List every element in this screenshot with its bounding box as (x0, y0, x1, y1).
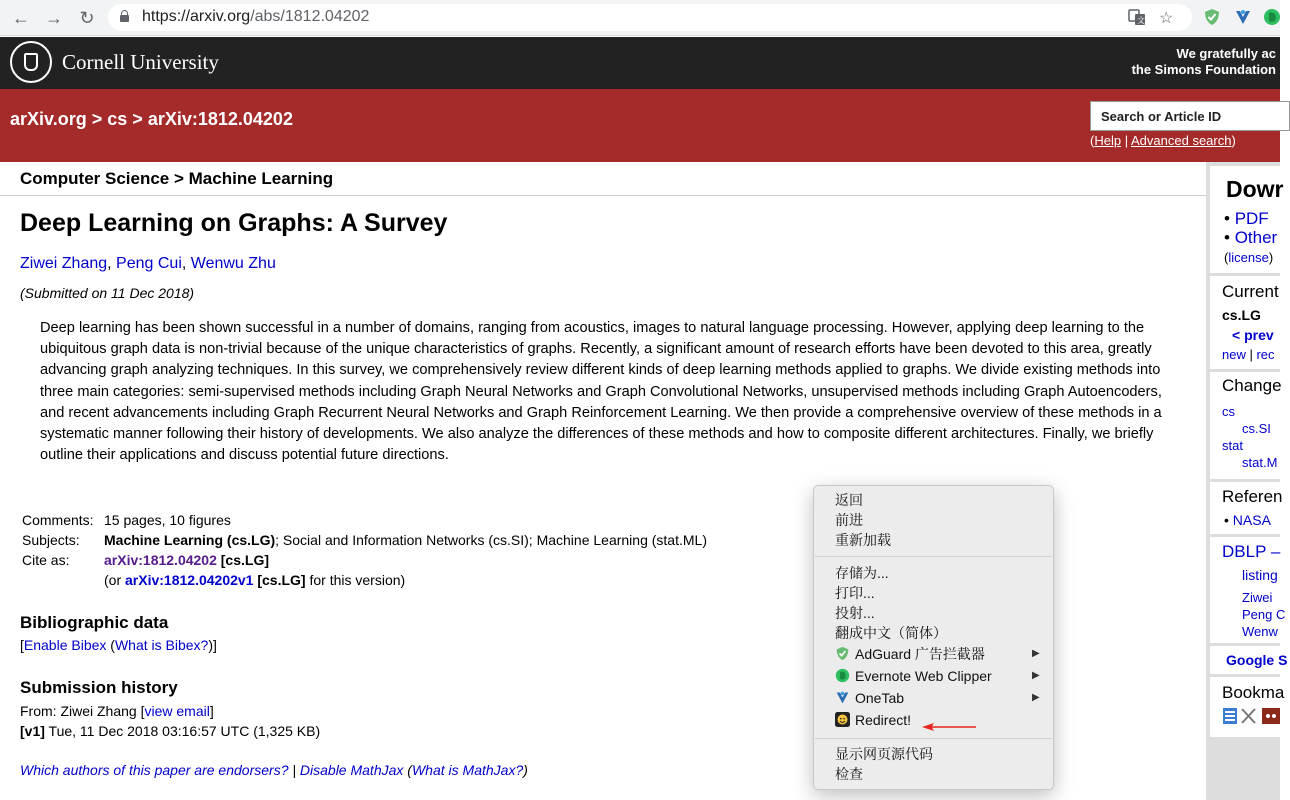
menu-item-evernote[interactable] (814, 666, 1053, 686)
crumb-id[interactable]: arXiv:1812.04202 (147, 109, 293, 129)
stat-ml-link[interactable]: stat.M (1242, 455, 1278, 470)
advanced-search-link[interactable]: Advanced search (1131, 133, 1232, 148)
download-title: Dowr (1226, 176, 1284, 202)
nasa-link[interactable]: NASA (1232, 512, 1271, 528)
submenu-arrow-icon: ▶ (1032, 670, 1040, 681)
menu-label: OneTab (855, 690, 905, 706)
help-link[interactable]: Help (1094, 133, 1122, 148)
reddit-icon (1262, 708, 1280, 724)
cite-v1-link[interactable]: arXiv:1812.04202v1 (125, 572, 254, 588)
context-menu (813, 485, 1054, 790)
current-browse-box (1210, 276, 1280, 369)
metadata-table (20, 512, 709, 592)
cite-version-value (102, 572, 709, 592)
menu-separator (815, 738, 1052, 739)
url-host: https://arxiv.org (142, 8, 251, 25)
other-subjects: ; Social and Information Networks (cs.SI); Machine Learning (stat.ML) (275, 532, 707, 548)
references-title: Referen (1222, 487, 1283, 506)
dblp-link[interactable]: DBLP – (1222, 542, 1281, 561)
what-bibex-link[interactable]: What is Bibex? (114, 637, 209, 653)
cs-link[interactable]: cs (1222, 404, 1235, 419)
cornell-seal-icon[interactable] (10, 41, 52, 83)
version-line (20, 723, 320, 739)
new-link[interactable]: new (1222, 347, 1246, 362)
search-input[interactable] (1101, 103, 1281, 129)
menu-label: Redirect! (855, 712, 912, 728)
evernote-icon (835, 668, 850, 683)
pipe-sep: | (1124, 133, 1129, 148)
recent-link[interactable]: rec (1256, 347, 1275, 362)
menu-label: AdGuard 广告拦截器 (855, 646, 985, 662)
category-path: Computer Science > Machine Learning (20, 169, 334, 188)
abstract: Deep learning has been shown successful in a number of domains, ranging from acoustics, images to natural language processing. However, applying deep learning to the ubiquitous graph data is non-trivial because of the unique characteristics of graphs. Recently, a significant amount of research efforts have been devoted to this area, greatly advancing graph analyzing techniques. In this survey, we comprehensively review different kinds of deep learning methods applied to graphs. We divide existing methods into three main categories: semi-supervised methods including Graph Neural Networks and Graph Convolutional Networks, unsupervised methods including Graph Autoencoders, and recent advancements including Graph Recurrent Neural Networks and Graph Reinforcement Learning. We then provide a comprehensive overview of these methods in a systematic manner following their history of developments. We also analyze the differences of these methods and how to composite different architectures. Finally, we briefly outline their applications and discuss potential future directions. (40, 320, 1162, 464)
author-link[interactable]: Peng Cui (116, 255, 182, 272)
menu-item-inspect[interactable] (814, 764, 1053, 784)
arxiv-banner (0, 89, 1280, 162)
menu-item-print[interactable] (814, 583, 1053, 603)
prev-link[interactable]: < prev (1232, 327, 1274, 343)
menu-label: 翻成中文（简体） (835, 625, 947, 641)
thanks-line-2: the Simons Foundation (1131, 62, 1276, 77)
footer-links: Which authors of this paper are endorsers? | Disable MathJax (What is MathJax?) (20, 762, 528, 778)
annotation-arrow-icon (922, 718, 978, 736)
adguard-icon (835, 646, 850, 661)
license-link[interactable]: license (1228, 250, 1269, 265)
cite-tag: [cs.LG] (220, 552, 269, 568)
footer-sep: | (292, 762, 297, 778)
author-list: Ziwei Zhang, Peng Cui, Wenwu Zhu (20, 255, 276, 272)
menu-label: 打印... (835, 585, 875, 601)
address-bar[interactable] (108, 4, 1192, 31)
redirect-icon (835, 712, 850, 727)
comments-label: Comments: (22, 512, 94, 528)
nasa-item: • NASA (1224, 512, 1271, 528)
google-scholar-link[interactable]: Google S (1226, 652, 1288, 668)
simons-acknowledgement[interactable] (1132, 46, 1276, 78)
google-scholar-box (1210, 646, 1288, 674)
search-help-links: (Help | Advanced search) (1090, 133, 1236, 148)
menu-label: 前进 (835, 512, 863, 528)
menu-item-save-as[interactable] (814, 563, 1053, 583)
pdf-link[interactable]: PDF (1234, 209, 1269, 228)
author-link[interactable]: Ziwei Zhang (20, 255, 108, 272)
new-recent-line: new | rec (1222, 347, 1275, 362)
menu-separator (815, 556, 1052, 557)
bookmark-box (1210, 677, 1285, 737)
category-header (0, 162, 1206, 196)
view-email-link[interactable]: view email (144, 703, 210, 719)
bibliographic-heading: Bibliographic data (20, 613, 169, 632)
adguard-icon[interactable] (1203, 8, 1221, 26)
current-title: Current (1222, 282, 1279, 301)
current-category: cs.LG (1222, 307, 1261, 323)
dblp-box (1210, 537, 1286, 643)
submission-history-heading: Submission history (20, 678, 178, 697)
reload-icon[interactable]: ↻ (79, 8, 95, 28)
change-title: Change (1222, 376, 1282, 395)
menu-item-back[interactable] (814, 490, 1053, 510)
version-label: [v1] (20, 723, 45, 739)
search-field[interactable] (1090, 101, 1290, 131)
svg-text:文: 文 (1137, 16, 1145, 25)
disable-mathjax-link[interactable]: Disable MathJax (299, 762, 404, 778)
url-path: /abs/1812.04202 (250, 8, 370, 25)
crumb-sep: > (91, 109, 103, 129)
cornell-name[interactable]: Cornell University (62, 50, 219, 74)
breadcrumb (10, 109, 293, 130)
url-text[interactable] (142, 8, 369, 26)
subjects-label: Subjects: (22, 532, 80, 548)
menu-label: Evernote Web Clipper (855, 668, 992, 684)
cite-label: Cite as: (22, 552, 70, 568)
cite-link[interactable]: arXiv:1812.04202 (104, 552, 217, 568)
cite-value (102, 552, 709, 572)
crumb-sep: > (132, 109, 143, 129)
from-line (20, 703, 214, 719)
listing-link[interactable]: listing (1242, 567, 1278, 583)
stat-link[interactable]: stat (1222, 438, 1243, 453)
onetab-icon (835, 690, 850, 705)
dblp-author-link[interactable]: Peng C (1242, 607, 1286, 622)
cs-si-link[interactable]: cs.SI (1242, 421, 1271, 436)
cornell-header (0, 37, 1280, 89)
references-box (1210, 482, 1283, 534)
pdf-item: • PDF (1224, 209, 1269, 228)
translate-icon[interactable] (1128, 8, 1146, 30)
endorsers-link[interactable]: Which authors of this paper are endorsers? (20, 762, 289, 778)
menu-item-translate[interactable] (814, 623, 1053, 643)
download-box (1210, 166, 1284, 273)
menu-label: 检查 (835, 766, 863, 782)
forward-icon[interactable]: → (45, 8, 63, 28)
menu-item-forward[interactable] (814, 510, 1053, 530)
subjects-value (102, 532, 709, 552)
evernote-icon[interactable] (1263, 8, 1281, 26)
menu-label: 投射... (835, 605, 875, 621)
menu-label: 重新加载 (835, 532, 891, 548)
star-icon[interactable]: ☆ (1159, 10, 1174, 27)
other-item: • Other (1224, 228, 1278, 247)
bookmark-title: Bookma (1222, 683, 1285, 702)
citeulike-icon (1242, 709, 1255, 723)
cite-v1-tail: for this version) (309, 572, 406, 588)
browser-toolbar (0, 0, 1280, 36)
crumb-cs[interactable]: cs (107, 109, 128, 129)
menu-item-adguard[interactable] (814, 644, 1053, 664)
from-label: From: Ziwei Zhang [ (20, 703, 145, 719)
menu-label: 存储为... (835, 565, 889, 581)
thanks-line-1: We gratefully ac (1176, 46, 1276, 61)
license-item: (license) (1224, 250, 1274, 265)
submenu-arrow-icon: ▶ (1032, 648, 1040, 659)
what-mathjax-link[interactable]: What is MathJax? (411, 762, 524, 778)
cite-or: (or (104, 572, 122, 588)
version-text: Tue, 11 Dec 2018 03:16:57 UTC (1,325 KB) (48, 723, 321, 739)
dblp-author-link[interactable]: Ziwei (1242, 590, 1273, 605)
other-formats-link[interactable]: Other (1234, 228, 1278, 247)
menu-item-cast[interactable] (814, 603, 1053, 623)
menu-item-onetab[interactable] (814, 688, 1053, 708)
bookmark-icons (1222, 707, 1282, 725)
change-browse-box (1210, 372, 1280, 479)
empty-cell (20, 572, 102, 592)
menu-label: 返回 (835, 492, 863, 508)
primary-subject: Machine Learning (cs.LG) (104, 532, 276, 548)
from-close: ] (209, 703, 214, 719)
menu-item-view-source[interactable] (814, 744, 1053, 764)
author-link[interactable]: Wenwu Zhu (190, 255, 276, 272)
back-icon[interactable]: ← (12, 8, 30, 28)
crumb-arxiv[interactable]: arXiv.org (10, 109, 87, 129)
submenu-arrow-icon: ▶ (1032, 692, 1040, 703)
cite-v1-tag: [cs.LG] (257, 572, 306, 588)
paper-title: Deep Learning on Graphs: A Survey (20, 209, 448, 237)
menu-label: 显示网页源代码 (835, 746, 933, 762)
lock-icon[interactable] (120, 15, 129, 22)
onetab-icon[interactable] (1234, 8, 1252, 26)
comments-value: 15 pages, 10 figures (104, 512, 231, 528)
dblp-author-link[interactable]: Wenw (1242, 624, 1278, 639)
submission-date: (Submitted on 11 Dec 2018) (20, 285, 195, 301)
menu-item-reload[interactable] (814, 530, 1053, 550)
bibex-line: [Enable Bibex (What is Bibex?)] (20, 637, 217, 653)
enable-bibex-link[interactable]: Enable Bibex (23, 637, 107, 653)
